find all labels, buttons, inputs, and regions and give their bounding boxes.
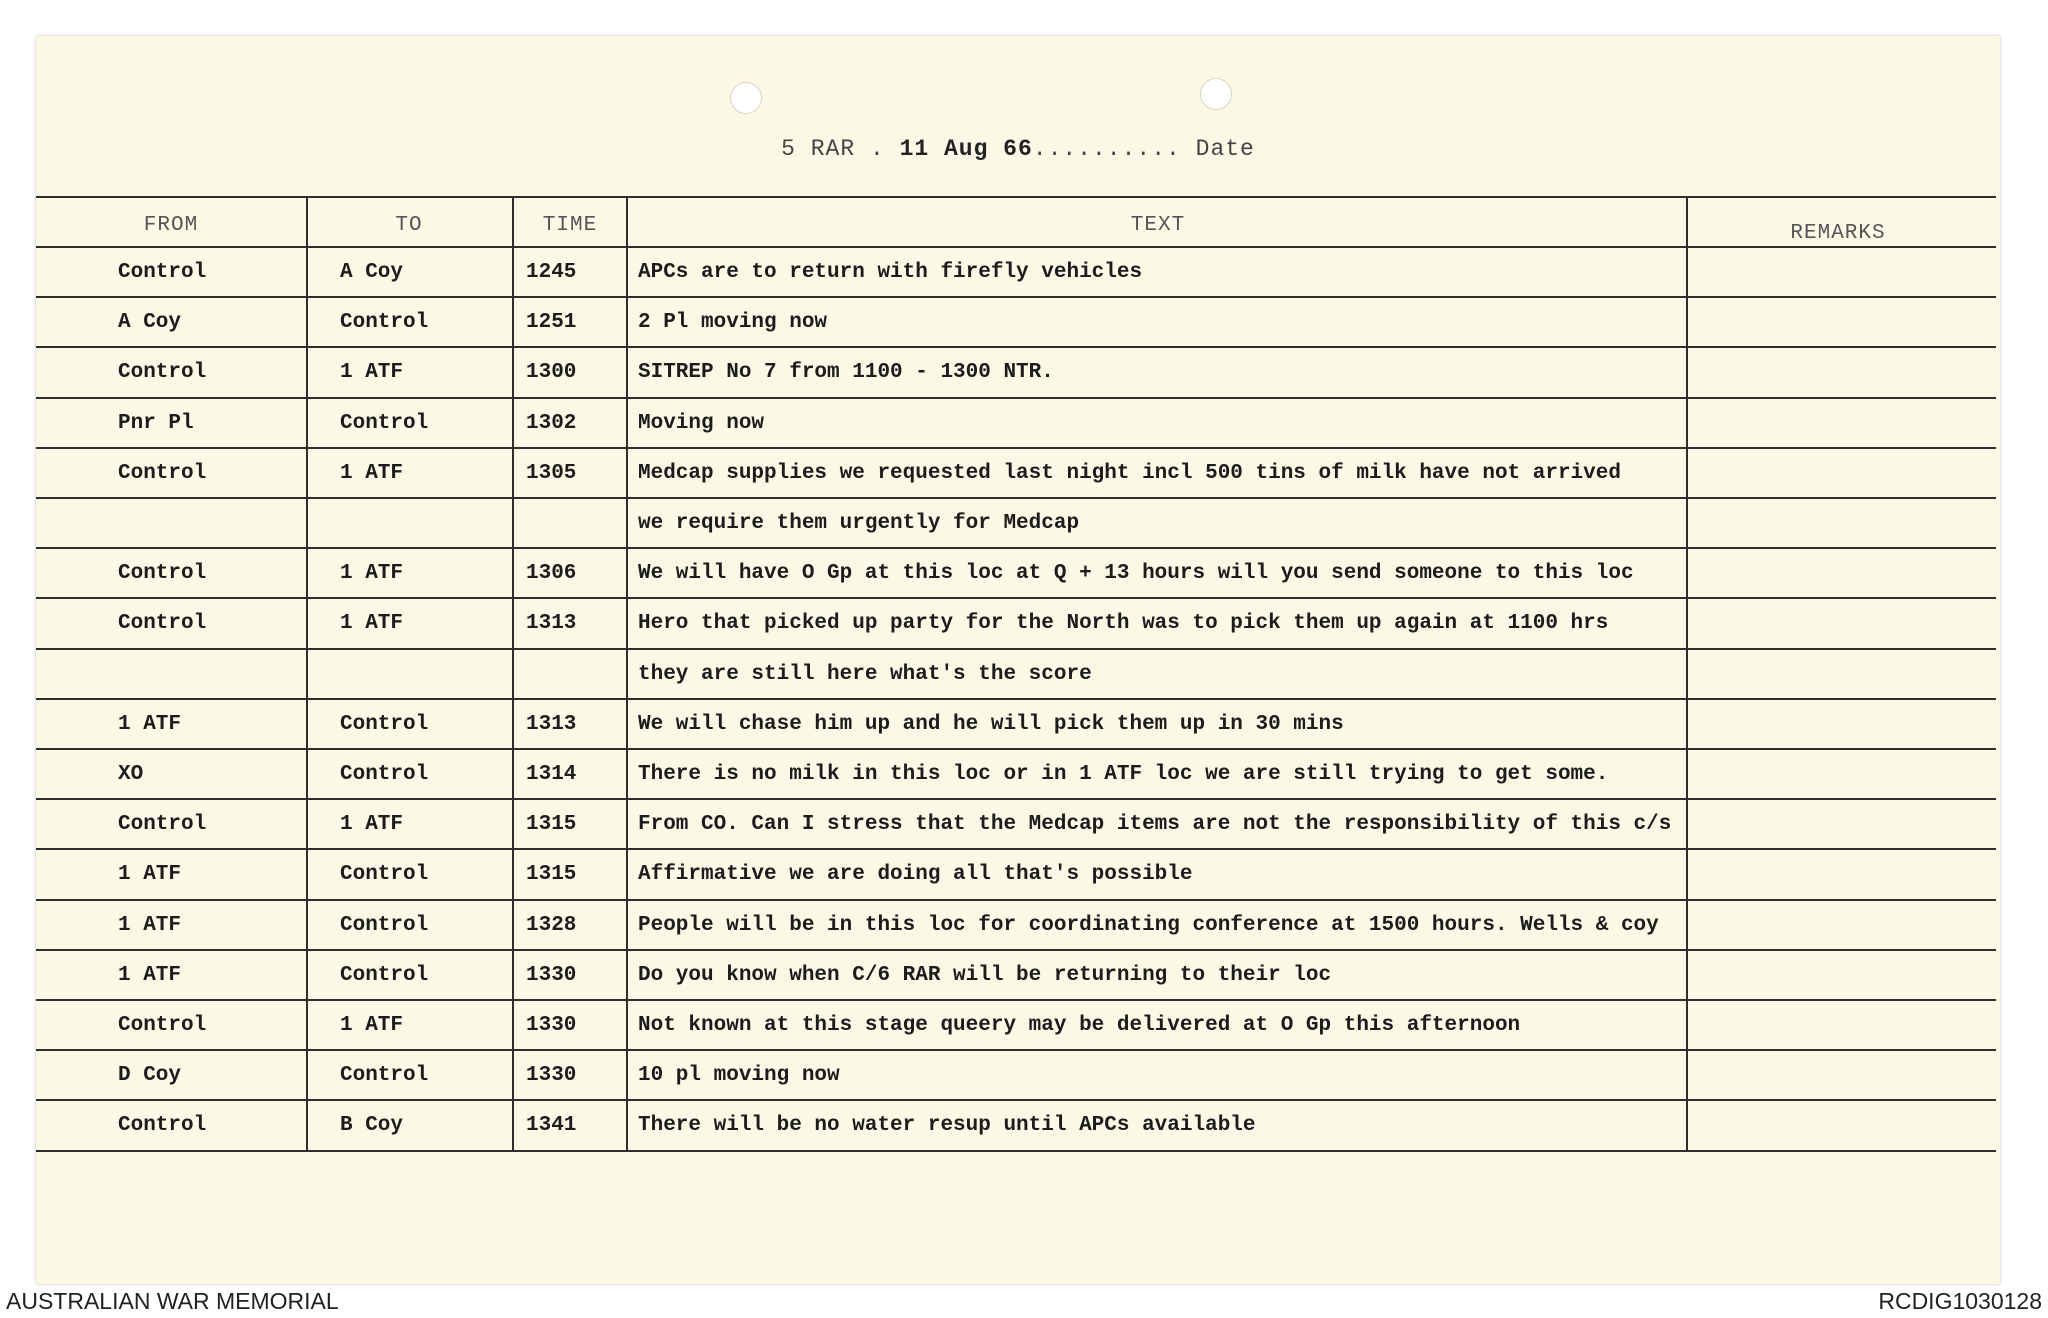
cell-from: 1 ATF: [118, 863, 182, 887]
cell-from: Control: [118, 562, 207, 586]
row-rule: [36, 1099, 1996, 1101]
column-header-from: FROM: [143, 214, 199, 237]
log-sheet: [36, 36, 2000, 1284]
cell-text: 2 Pl moving now: [638, 311, 828, 335]
cell-time: 1330: [526, 1064, 577, 1088]
punch-hole-left: [730, 82, 762, 114]
cell-text: they are still here what's the score: [638, 662, 1092, 686]
cell-text: Do you know when C/6 RAR will be returning to their loc: [638, 963, 1332, 987]
cell-from: 1 ATF: [118, 913, 182, 937]
row-rule: [36, 999, 1996, 1001]
cell-to: A Coy: [340, 261, 404, 284]
cell-to: Control: [340, 1064, 429, 1088]
column-header-to: TO: [395, 214, 423, 237]
cell-time: 1245: [526, 261, 577, 284]
cell-text: Medcap supplies we requested last night incl 500 tins of milk have not arrived: [638, 461, 1621, 485]
table-top-rule: [36, 196, 1996, 198]
cell-from: Control: [118, 1014, 207, 1037]
row-rule: [36, 848, 1996, 850]
cell-to: 1 ATF: [340, 612, 404, 636]
cell-text: we require them urgently for Medcap: [638, 512, 1080, 535]
cell-text: SITREP No 7 from 1100 - 1300 NTR.: [638, 361, 1054, 385]
column-divider: [306, 196, 308, 1150]
cell-from: D Coy: [118, 1064, 182, 1088]
cell-text: We will chase him up and he will pick them up in 30 mins: [638, 712, 1344, 736]
cell-time: 1315: [526, 863, 577, 887]
cell-time: 1313: [526, 712, 577, 736]
cell-text: There is no milk in this loc or in 1 ATF loc we are still trying to get some.: [638, 763, 1609, 786]
row-rule: [36, 949, 1996, 951]
cell-to: Control: [340, 963, 429, 987]
row-rule: [36, 1049, 1996, 1051]
cell-text: There will be no water resup until APCs available: [638, 1114, 1256, 1138]
cell-from: Control: [118, 461, 207, 485]
cell-time: 1314: [526, 763, 577, 786]
cell-to: 1 ATF: [340, 813, 404, 837]
cell-to: 1 ATF: [340, 1014, 404, 1037]
column-header-text: TEXT: [1130, 214, 1186, 237]
unit-name: 5 RAR: [781, 136, 856, 162]
cell-from: Control: [118, 612, 207, 636]
column-divider: [626, 196, 628, 1150]
cell-text: APCs are to return with firefly vehicles: [638, 261, 1143, 284]
cell-to: Control: [340, 311, 429, 335]
cell-time: 1330: [526, 963, 577, 987]
row-rule: [36, 397, 1996, 399]
column-header-remarks: REMARKS: [1790, 222, 1886, 245]
cell-time: 1300: [526, 361, 577, 385]
cell-time: 1313: [526, 612, 577, 636]
cell-from: Control: [118, 261, 207, 284]
cell-to: Control: [340, 863, 429, 887]
row-rule: [36, 899, 1996, 901]
row-rule: [36, 748, 1996, 750]
archive-credit: AUSTRALIAN WAR MEMORIAL: [6, 1288, 339, 1314]
cell-text: Hero that picked up party for the North was to pick them up again at 1100 hrs: [638, 612, 1609, 636]
cell-text: People will be in this loc for coordinating conference at 1500 hours. Wells & coy: [638, 913, 1659, 937]
cell-text: We will have O Gp at this loc at Q + 13 hours will you send someone to this loc: [638, 562, 1634, 586]
row-rule: [36, 698, 1996, 700]
cell-to: Control: [340, 712, 429, 736]
column-header-time: TIME: [542, 214, 598, 237]
cell-to: B Coy: [340, 1114, 404, 1138]
row-rule: [36, 798, 1996, 800]
cell-from: Pnr Pl: [118, 411, 194, 435]
cell-time: 1315: [526, 813, 577, 837]
header-rule: [36, 246, 1996, 248]
row-rule: [36, 597, 1996, 599]
cell-from: Control: [118, 361, 207, 385]
archive-reference: RCDIG1030128: [1878, 1288, 2042, 1314]
cell-to: 1 ATF: [340, 461, 404, 485]
cell-time: 1330: [526, 1014, 577, 1037]
cell-text: Affirmative we are doing all that's possible: [638, 863, 1193, 887]
cell-from: Control: [118, 813, 207, 837]
cell-time: 1328: [526, 913, 577, 937]
row-rule: [36, 346, 1996, 348]
date-label: Date: [1195, 136, 1255, 162]
cell-to: 1 ATF: [340, 562, 404, 586]
cell-to: Control: [340, 411, 429, 435]
column-divider: [512, 196, 514, 1150]
cell-time: 1306: [526, 562, 577, 586]
cell-time: 1251: [526, 311, 577, 335]
cell-to: Control: [340, 763, 429, 786]
punch-hole-right: [1200, 78, 1232, 110]
cell-from: 1 ATF: [118, 963, 182, 987]
cell-text: Moving now: [638, 411, 765, 435]
cell-text: Not known at this stage queery may be delivered at O Gp this afternoon: [638, 1014, 1521, 1037]
cell-from: A Coy: [118, 311, 182, 335]
sheet-header: 5 RAR . 11 Aug 66.......... Date: [781, 136, 1255, 162]
cell-from: XO: [118, 763, 144, 786]
row-rule: [36, 547, 1996, 549]
row-rule: [36, 1150, 1996, 1152]
cell-to: 1 ATF: [340, 361, 404, 385]
cell-time: 1305: [526, 461, 577, 485]
row-rule: [36, 447, 1996, 449]
cell-time: 1341: [526, 1114, 577, 1138]
date-value: 11 Aug 66: [899, 136, 1033, 162]
cell-from: Control: [118, 1114, 207, 1138]
cell-text: 10 pl moving now: [638, 1064, 840, 1088]
cell-time: 1302: [526, 411, 577, 435]
cell-from: 1 ATF: [118, 712, 182, 736]
column-divider: [1686, 196, 1688, 1150]
cell-text: From CO. Can I stress that the Medcap items are not the responsibility of this c/s: [638, 813, 1672, 837]
row-rule: [36, 497, 1996, 499]
row-rule: [36, 296, 1996, 298]
cell-to: Control: [340, 913, 429, 937]
row-rule: [36, 648, 1996, 650]
